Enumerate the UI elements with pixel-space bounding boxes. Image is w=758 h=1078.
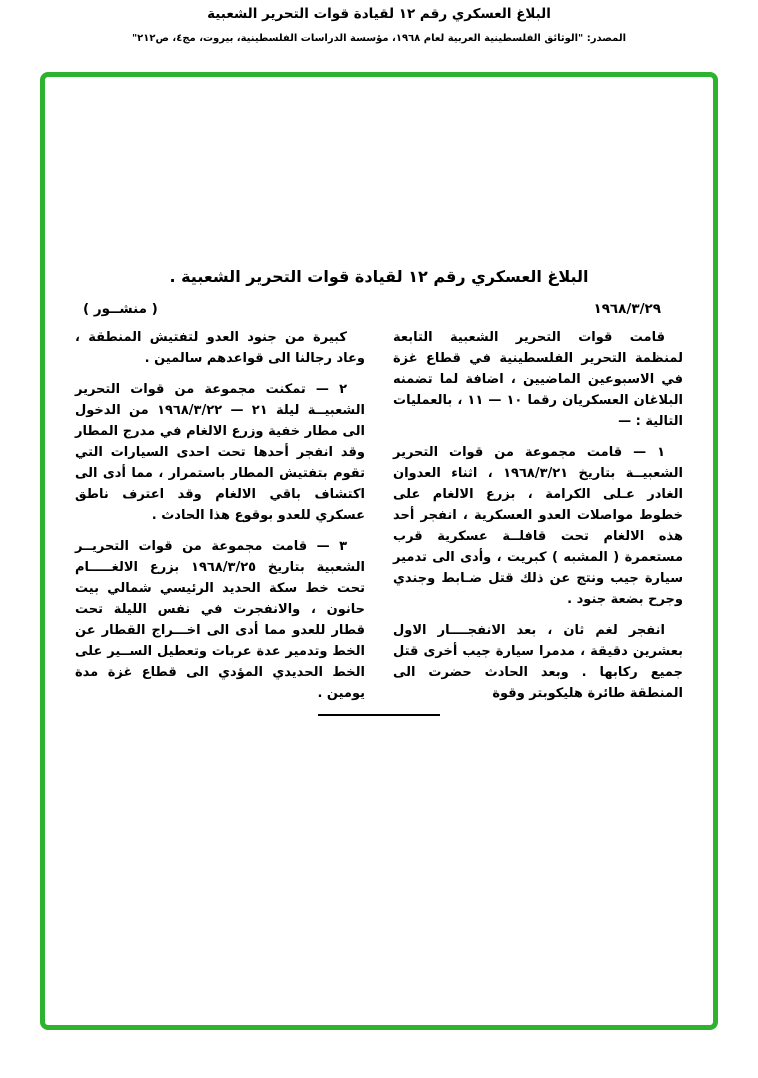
published-label: ( منشــور ) bbox=[83, 301, 158, 317]
paragraph-item-3: ٣ — قامت مجموعة من قوات التحريــر الشعبية بتاريخ ١٩٦٨/٣/٢٥ بزرع الالغـــــام تحت خط سكة الحديد الرئيسي شمالي بيت حانون ، والانفجرت في نفس الليلة تحت قطار للعدو مما أدى الى اخـــراج القطار عن الخط وتدمير عدة عربات وتعطيل الســير على الخط الحديدي المؤدي الى قطاع غزة مدة يومين . bbox=[75, 539, 365, 701]
divider-line bbox=[318, 714, 440, 716]
text-columns bbox=[75, 327, 683, 714]
document-meta-row bbox=[83, 301, 661, 317]
paragraph-item-1: ١ — قامت مجموعة من قوات التحرير الشعبيــة بتاريخ ١٩٦٨/٣/٢١ ، اثناء العدوان الغادر عـلى الكرامة ، بزرع الالغام على خطوط مواصلات العدو العسكرية ، انفجر أحد هذه الالغام تحت قافلــة عسكرية قرب مستعمرة ( المشبه ) كبريت ، وأدى الى تدمير سيارة جيب ونتج عن ذلك قتل ضـابط وجندي وجرح بضعة جنود . bbox=[393, 445, 683, 607]
paragraph-continuation: كبيرة من جنود العدو لتفتيش المنطقة ، وعاد رجالنا الى قواعدهم سالمين . bbox=[75, 330, 365, 366]
column-right bbox=[393, 327, 683, 714]
document-title: البلاغ العسكري رقم ١٢ لقيادة قوات التحرير الشعبية . bbox=[169, 267, 589, 286]
page-header bbox=[0, 6, 758, 44]
paragraph-item-1-cont: انفجر لغم ثان ، بعد الانفجــــار الاول بعشرين دقيقة ، مدمرا سيارة جيب أخرى قتل جميع ركابها . وبعد الحادث حضرت الى المنطقة طائرة هليكوبتر وقوة bbox=[393, 623, 683, 701]
paragraph-intro: قامت قوات التحرير الشعبية التابعة لمنظمة التحرير الفلسطينية في قطاع غزة في الاسبوعين الماضيين ، اضافة لما تضمنه البلاغان العسكريان رقما ١٠ — ١١ ، بالعمليات التالية : — bbox=[393, 330, 684, 429]
page-header-title: البلاغ العسكري رقم ١٢ لقيادة قوات التحرير الشعبية bbox=[207, 6, 551, 22]
column-left bbox=[75, 327, 365, 714]
paragraph-item-2: ٢ — تمكنت مجموعة من قوات التحرير الشعبيــة ليلة ٢١ — ١٩٦٨/٣/٢٢ من الدخول الى مطار خفية وزرع الالغام في مدرج المطار وقد انفجر أحدها تحت احدى السيارات التي تقوم بتفتيش المطار باستمرار ، مما أدى الى اكتشاف باقي الالغام وقد اعترف ناطق عسكري للعدو بوقوع هذا الحادث . bbox=[75, 382, 365, 523]
page-header-source: المصدر: "الوثائق الفلسطينية العربية لعام ١٩٦٨، مؤسسة الدراسات الفلسطينية، بيروت، مج٤، ص٢١٢" bbox=[131, 33, 627, 44]
document-frame bbox=[40, 72, 718, 1030]
document-date: ١٩٦٨/٣/٢٩ bbox=[593, 301, 661, 317]
